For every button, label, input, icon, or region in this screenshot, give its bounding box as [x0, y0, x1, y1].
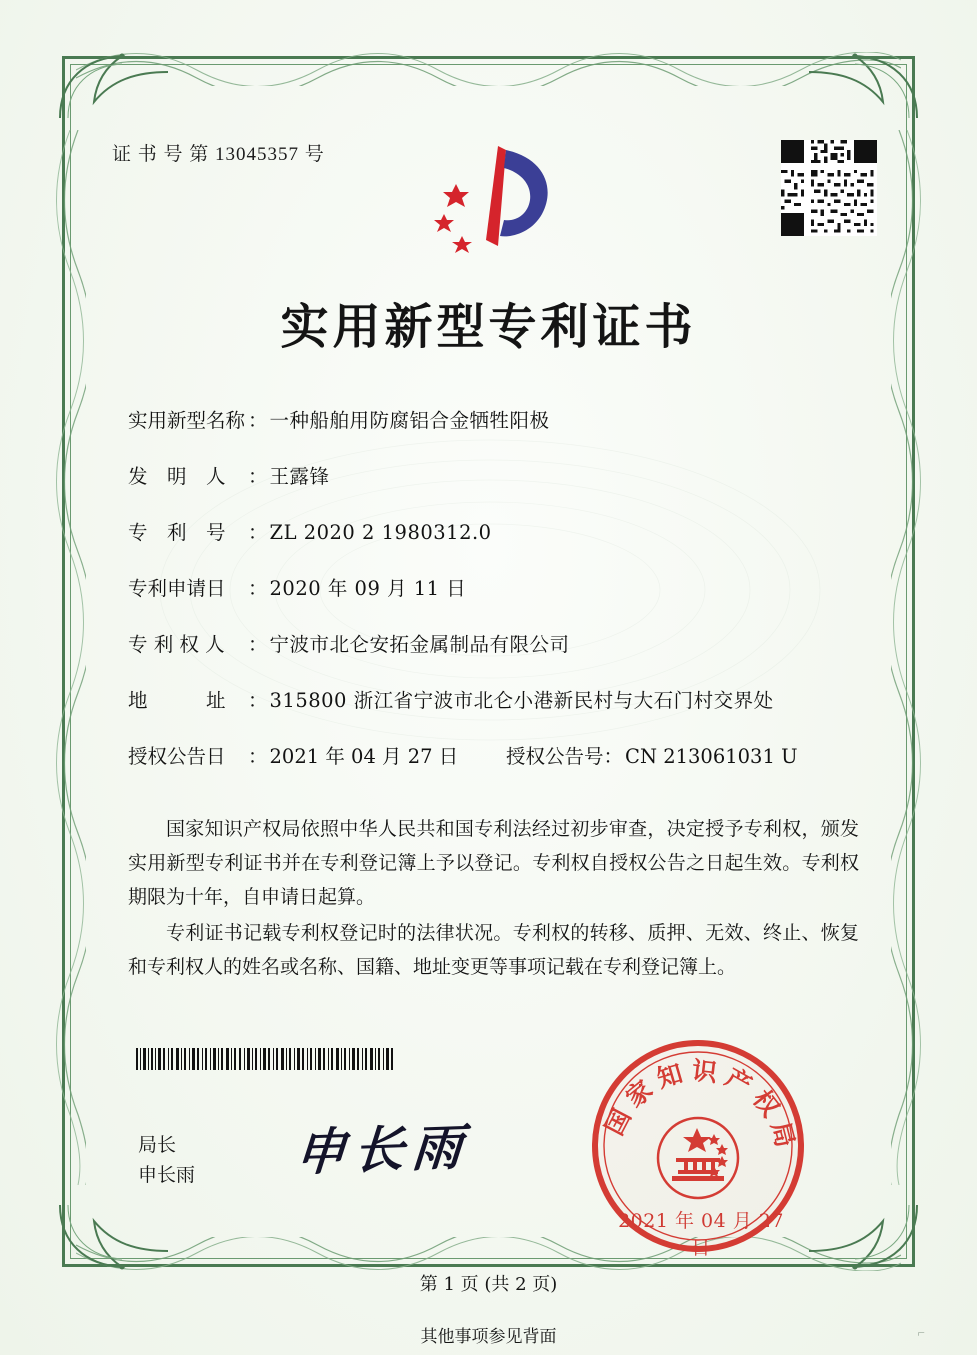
field-inventor	[128, 461, 857, 489]
field-label: 专 利 号	[128, 521, 226, 544]
field-list	[128, 405, 857, 797]
director-name: 申长雨	[138, 1164, 196, 1186]
corner-mark: ⌐	[917, 1325, 925, 1340]
page-title: 实用新型专利证书	[280, 299, 697, 355]
page-number: 第 1 页 (共 2 页)	[419, 1274, 558, 1295]
barcode-icon	[136, 1048, 394, 1070]
svg-text:国家知识产权局: 国家知识产权局	[599, 1055, 802, 1158]
field-value: ZL 2020 2 1980312.0	[269, 521, 492, 544]
certificate-number: 证 书 号 第 13045357 号	[112, 144, 325, 165]
qr-code-icon	[781, 140, 877, 236]
body-text	[128, 812, 859, 986]
field-value: 一种船舶用防腐铝合金牺牲阳极	[269, 409, 550, 432]
field-value: 王露锋	[269, 465, 330, 488]
field-colon: ：	[248, 409, 268, 432]
field-colon: ：	[248, 633, 268, 656]
field-patentee	[128, 629, 857, 657]
field-address	[128, 685, 857, 713]
field-colon: ：	[248, 577, 268, 600]
paragraph-2: 专利证书记载专利权登记时的法律状况。专利权的转移、质押、无效、终止、恢复和专利权人的姓名或名称、国籍、地址变更等事项记载在专利登记簿上。	[128, 922, 859, 978]
field-value: 315800 浙江省宁波市北仑小港新民村与大石门村交界处	[269, 689, 774, 712]
field-colon: ：	[248, 465, 268, 488]
director-block	[138, 1130, 195, 1190]
back-side-note: 其他事项参见背面	[420, 1327, 557, 1347]
field-label: 专 利 权 人	[128, 633, 225, 656]
field-colon: ：	[248, 689, 268, 712]
seal-date: 2021 年 04 月 27 日	[618, 1210, 784, 1259]
field-patent-number	[128, 517, 857, 545]
paragraph-1: 国家知识产权局依照中华人民共和国专利法经过初步审查，决定授予专利权，颁发实用新型专利证书并在专利登记簿上予以登记。专利权自授权公告之日起生效。专利权期限为十年，自申请日起算。	[128, 818, 859, 908]
director-title: 局长	[138, 1134, 177, 1156]
grant-number-value: CN 213061031 U	[625, 745, 798, 768]
field-label: 地 址	[128, 689, 226, 712]
field-value: 宁波市北仑安拓金属制品有限公司	[269, 633, 570, 656]
field-label: 发 明 人	[128, 465, 226, 488]
grant-number-colon: ：	[603, 745, 624, 768]
cnipa-logo-icon	[420, 140, 570, 258]
grant-date-value: 2021 年 04 月 27 日	[269, 745, 459, 768]
grant-number-label: 授权公告号	[506, 745, 604, 768]
field-application-date	[128, 573, 857, 601]
field-label: 实用新型名称	[128, 409, 246, 432]
grant-date-colon: ：	[248, 745, 268, 768]
field-label: 专利申请日	[128, 577, 226, 600]
grant-date-label: 授权公告日	[128, 745, 226, 768]
field-value: 2020 年 09 月 11 日	[269, 577, 467, 600]
field-colon: ：	[248, 521, 268, 544]
director-signature: 申长雨	[293, 1116, 473, 1183]
field-utility-model-name	[128, 405, 857, 433]
field-grant-announcement	[128, 741, 857, 769]
